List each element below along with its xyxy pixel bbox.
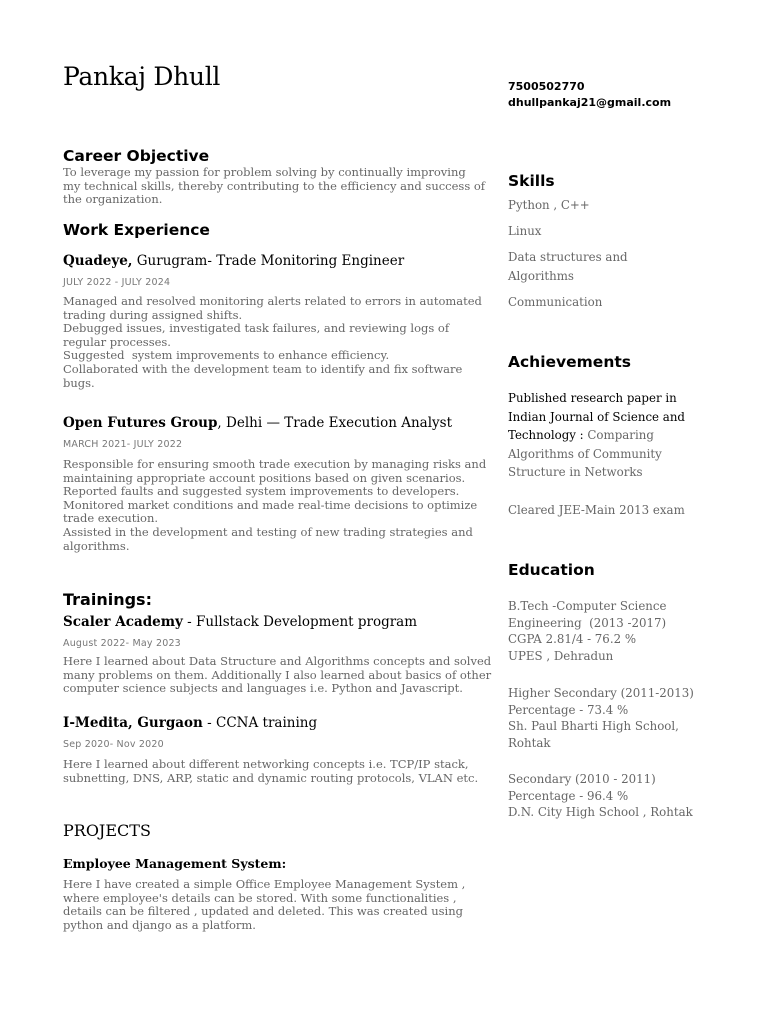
job-role: , Delhi — Trade Execution Analyst: [217, 415, 453, 431]
education-line: CGPA 2.81/4 - 76.2 %: [508, 632, 637, 647]
job-company: Open Futures Group: [63, 415, 218, 431]
skill-item: Communication: [508, 295, 603, 309]
job-line: Debugged issues, investigated task failures, and reviewing logs of: [63, 321, 450, 336]
training-program: - Fullstack Development program: [182, 614, 418, 630]
job-description: [63, 294, 482, 390]
job-title-open-futures: [63, 415, 452, 431]
education-entry-secondary: [508, 771, 698, 821]
achievement-line: Published research paper in: [508, 391, 677, 405]
training-line: Here I learned about Data Structure and Algorithms concepts and solved: [63, 654, 492, 668]
education-line: Percentage - 96.4 %: [508, 788, 629, 803]
career-line: To leverage my passion for problem solving by continually improving: [63, 165, 466, 179]
trainings-heading: Trainings:: [63, 590, 152, 609]
job-line: trading during assigned shifts.: [63, 307, 243, 322]
training-description: [63, 654, 492, 696]
training-dates: August 2022- May 2023: [63, 638, 181, 649]
training-line: subnetting, DNS, ARP, static and dynamic routing protocols, VLAN etc.: [63, 770, 479, 785]
job-dates: MARCH 2021- JULY 2022: [63, 439, 183, 450]
career-line: my technical skills, thereby contributing to the efficiency and success of: [63, 178, 486, 193]
job-line: Assisted in the development and testing of new trading strategies and: [63, 524, 473, 539]
education-line: Sh. Paul Bharti High School,: [508, 719, 679, 734]
training-program: - CCNA training: [202, 715, 318, 731]
project-line: Here I have created a simple Office Employee Management System ,: [63, 877, 466, 891]
job-line: regular processes.: [63, 334, 171, 349]
training-title-scaler: [63, 614, 417, 630]
job-line: maintaining appropriate account positions based on given scenarios.: [63, 470, 466, 485]
projects-heading: PROJECTS: [63, 821, 151, 840]
skill-item: Python , C++: [508, 198, 590, 212]
education-line: Engineering (2013 -2017): [508, 615, 667, 630]
job-line: Reported faults and suggested system improvements to developers.: [63, 484, 460, 499]
job-line: Managed and resolved monitoring alerts related to errors in automated: [63, 294, 482, 308]
education-line: B.Tech -Computer Science: [508, 599, 667, 613]
jee-achievement: Cleared JEE-Main 2013 exam: [508, 503, 685, 517]
education-line: Secondary (2010 - 2011): [508, 772, 656, 786]
email-address: dhullpankaj21@gmail.com: [508, 96, 672, 109]
education-entry-btech: [508, 598, 698, 665]
phone-number: 7500502770: [508, 80, 585, 93]
training-dates: Sep 2020- Nov 2020: [63, 739, 164, 750]
work-experience-heading: Work Experience: [63, 221, 210, 239]
career-objective-heading: Career Objective: [63, 147, 210, 165]
skills-heading: Skills: [508, 172, 555, 190]
achievement-line: Indian Journal of Science and: [508, 409, 685, 424]
achievement-line: Technology :: [508, 428, 588, 442]
job-line: Responsible for ensuring smooth trade execution by managing risks and: [63, 457, 487, 471]
education-line: D.N. City High School , Rohtak: [508, 805, 693, 820]
job-company: Quadeye,: [63, 253, 133, 269]
skill-item: Linux: [508, 224, 542, 238]
project-description: [63, 878, 473, 932]
job-line: trade execution.: [63, 511, 159, 526]
job-description: [63, 457, 487, 553]
job-title-quadeye: [63, 253, 404, 269]
candidate-name: Pankaj Dhull: [63, 62, 221, 91]
paper-title: Algorithms of Community: [508, 446, 662, 461]
achievements-heading: Achievements: [508, 353, 631, 371]
job-line: Monitored market conditions and made real-time decisions to optimize: [63, 497, 478, 512]
project-line: details can be filtered , updated and deleted. This was created using: [63, 904, 463, 919]
paper-title: Comparing: [587, 428, 654, 442]
career-objective-text: [63, 165, 486, 207]
education-line: Higher Secondary (2011-2013): [508, 686, 694, 700]
project-line: where employee's details can be stored. With some functionalities ,: [63, 890, 457, 905]
training-line: many problems on them. Additionally I also learned about basics of other: [63, 667, 492, 682]
research-paper-achievement: [508, 389, 688, 482]
job-line: bugs.: [63, 375, 95, 390]
training-description: [63, 757, 479, 785]
job-line: algorithms.: [63, 538, 130, 553]
project-line: python and django as a platform.: [63, 917, 256, 932]
training-title-imedita: [63, 715, 317, 731]
job-role: Gurugram- Trade Monitoring Engineer: [132, 253, 405, 269]
education-line: UPES , Dehradun: [508, 649, 614, 664]
project-title: Employee Management System:: [63, 856, 287, 871]
skill-item: Algorithms: [508, 269, 574, 283]
career-line: the organization.: [63, 192, 163, 207]
skill-item: Data structures and: [508, 250, 628, 264]
job-line: Collaborated with the development team to identify and fix software: [63, 361, 463, 376]
job-line: Suggested system improvements to enhance efficiency.: [63, 348, 390, 363]
training-org: Scaler Academy: [63, 614, 183, 630]
training-org: I-Medita, Gurgaon: [63, 715, 203, 731]
education-heading: Education: [508, 561, 595, 579]
training-line: computer science subjects and languages i.e. Python and Javascript.: [63, 681, 463, 696]
education-entry-higher-secondary: [508, 685, 698, 752]
training-line: Here I learned about different networking concepts i.e. TCP/IP stack,: [63, 757, 469, 771]
job-dates: JULY 2022 - JULY 2024: [63, 277, 171, 288]
education-line: Rohtak: [508, 736, 551, 751]
education-line: Percentage - 73.4 %: [508, 702, 629, 717]
paper-title: Structure in Networks: [508, 465, 643, 479]
